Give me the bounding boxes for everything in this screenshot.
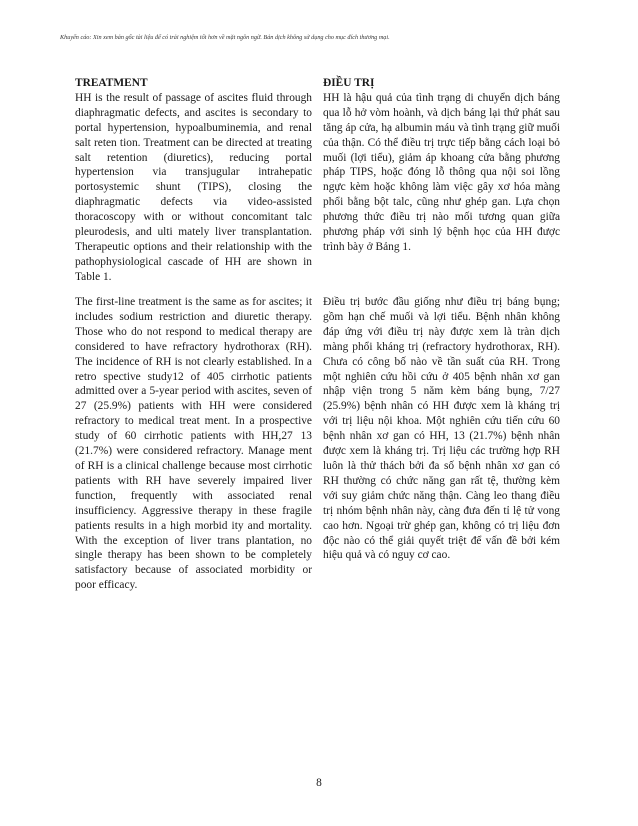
- english-paragraph-2: The first-line treatment is the same as for ascites; it includes sodium restriction and diuretic therapy. Those who do not respond to medical therapy are considered to have refractory hydrothorax (RH). The incidence of RH is not clearly established. In a retro spective study12 of 405 cirrhotic patients admitted over a 5-year period with ascites, seven of 27 (25.9%) patients with HH were considered refractory to medical treat ment. In a prospective study of 60 cirrhotic patients with HH,27 13 (21.7%) were considered refractory. Manage ment of RH is a clinical challenge because most cirrhotic patients with RH have severely impaired liver function, frequently with associated renal insufficiency. Aggressive therapy in these fragile patients results in a high morbid ity and mortality. With the exception of liver trans plantation, no single therapy has been shown to be completely satisfactory because of associated morbidity or poor efficacy.: [75, 296, 312, 592]
- vietnamese-heading: ĐIỀU TRỊ: [323, 77, 375, 89]
- vietnamese-treatment-section: [323, 76, 560, 255]
- page-number: 8: [316, 777, 322, 789]
- english-treatment-section: [75, 76, 312, 285]
- translation-disclaimer: Khuyến cáo: Xin xem bản gốc tài liệu để có trải nghiệm tốt hơn về mặt ngôn ngữ. Bản dịch không sử dụng cho mục đích thương mại.: [60, 34, 390, 41]
- english-paragraph-1: HH is the result of passage of ascites fluid through diaphragmatic defects, and ascites is secondary to portal hypertension, hypoalbuminemia, and renal salt reten tion. Treatment can be directed at treating salt retention (diuretics), reducing portal hypertension via transjugular intrahepatic portosystemic shunt (TIPS), closing the diaphragmatic defects via video-assisted thoracoscopy with or without concomitant talc pleurodesis, and ulti mately liver transplantation. Therapeutic options and their relationship with the pathophysiological cascade of HH are shown in Table 1.: [75, 91, 312, 283]
- vietnamese-paragraph-1: HH là hậu quả của tình trạng di chuyển dịch báng qua lỗ hở vòm hoành, và dịch báng lại thứ phát sau tăng áp cửa, hạ albumin máu và tình trạng giữ muối của thận. Có thể điều trị trực tiếp bằng cách loại bỏ muối (lợi tiểu), giảm áp khoang cửa bằng phương pháp TIPS, hoặc đóng lỗ thông qua nội soi lồng ngực kèm hoặc không làm việc gây xơ hóa màng phổi bằng bột talc, cũng như ghép gan. Lựa chọn phương thức điều trị nào mối tương quan giữa phương pháp với sinh lý bệnh học của HH được trình bày ở Bảng 1.: [323, 91, 560, 253]
- english-heading: TREATMENT: [75, 77, 148, 89]
- vietnamese-paragraph-2: Điều trị bước đầu giống như điều trị báng bụng; gồm hạn chế muối và lợi tiểu. Bệnh nhân không đáp ứng với điều trị này được xem là tràn dịch màng phổi kháng trị (refractory hydrothorax, RH). Chưa có công bố nào về tần suất của RH. Trong một nghiên cứu hồi cứu ở 405 bệnh nhân xơ gan nhập viện trong 5 năm kèm báng bụng, 7/27 (25.9%) bệnh nhân có HH được xem là kháng trị với trị liệu nội khoa. Một nghiên cứu tiến cứu 60 bệnh nhân xơ gan có HH, 13 (21.7%) bệnh nhân được xem là kháng trị. Trị liệu các trường hợp RH luôn là thử thách bởi đa số bệnh nhân xơ gan có RH thường có chức năng gan rất tệ, thường kèm với suy giảm chức năng thận. Càng leo thang điều trị nhóm bệnh nhân này, càng đưa đến tỉ lệ tử vong cao hơn. Ngoại trừ ghép gan, không có trị liệu đơn độc nào có thể giải quyết triệt để vấn đề bởi kém hiệu quả và có nguy cơ cao.: [323, 296, 560, 562]
